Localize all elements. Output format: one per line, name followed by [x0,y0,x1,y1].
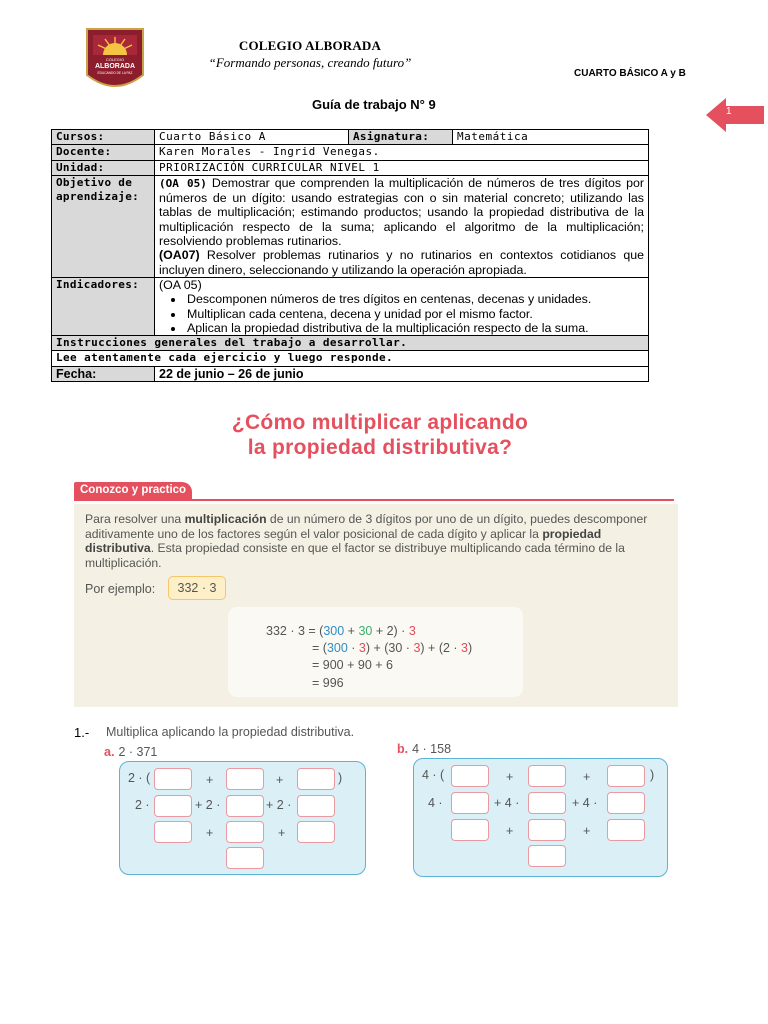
indicadores-value [155,277,649,335]
indicador-item: • Descomponen números de tres dígitos en centenas, decenas y unidades. [185,292,644,306]
answer-blank[interactable] [451,819,489,841]
plus-factor [195,798,220,812]
factor-label: 2 · [205,798,221,812]
calc-term: 2 [386,624,394,638]
asignatura-label: Asignatura: [349,130,453,145]
answer-blank[interactable] [226,795,264,817]
objetivo-label: Objetivo de aprendizaje: [52,175,155,277]
answer-blank[interactable] [154,821,192,843]
logo-caption-top: COLEGIO [105,57,125,62]
exercise-b-letter: b. [397,742,409,756]
explanation-part: de un número de 3 dígitos por uno de un dígito, puedes descomponer aditivamente uno de los factores según el valor posicional de cada dígito y aplicar la [85,512,648,541]
plus-sign: + [506,824,514,838]
page-number-arrow-icon [706,98,764,132]
explanation-part: Para resolver una [85,512,185,526]
objetivo-value [155,175,649,277]
calc-part: + [344,624,359,638]
section-badge: Conozco y practico [74,482,192,499]
factor-label: 2 · [276,798,292,812]
objetivo-code-oa05: (OA 05) [159,176,207,190]
answer-blank[interactable] [297,821,335,843]
answer-blank[interactable] [528,765,566,787]
exercise-a-prefix: 2 · ( [128,771,151,785]
answer-blank[interactable] [451,765,489,787]
plus-sign: + [195,798,203,812]
answer-blank[interactable] [226,847,264,869]
asignatura-value: Matemática [453,130,649,145]
answer-blank[interactable] [451,792,489,814]
cursos-label: Cursos: [52,130,155,145]
guide-title: Guía de trabajo N° 9 [312,97,436,112]
answer-blank[interactable] [297,768,335,790]
row-objetivo [52,175,649,277]
page-number: 1 [726,106,732,117]
answer-blank[interactable] [226,768,264,790]
calc-term: 3 [358,641,366,655]
row-cursos [52,130,649,145]
calc-term: 3 [408,624,416,638]
indicadores-code: (OA 05) [159,277,202,292]
plus-sign: + [276,773,284,787]
factor-label: 4 · [582,796,598,810]
answer-blank[interactable] [297,795,335,817]
exercise-a-letter: a. [104,745,115,759]
row-docente [52,145,649,160]
answer-blank[interactable] [607,792,645,814]
exercise-instruction: Multiplica aplicando la propiedad distributiva. [106,725,355,739]
calc-part: 332 · 3 = ( [266,624,324,638]
school-motto: “Formando personas, creando futuro” [208,55,412,70]
row-unidad [52,160,649,175]
indicadores-list [159,292,644,335]
cursos-value: Cuarto Básico A [155,130,349,145]
exercise-a-expression: 2 · 371 [118,745,158,759]
factor-label: 4 · [504,796,520,810]
indicador-item: • Multiplican cada centena, decena y unidad por el mismo factor. [185,307,644,321]
calc-term: 30 [358,624,373,638]
row-fecha [52,366,649,381]
answer-blank[interactable] [154,768,192,790]
calc-line-3: = 900 + 90 + 6 [312,658,393,672]
calc-part: ) + (2 · [420,641,462,655]
calc-part: ) · [393,624,409,638]
calc-term: 3 [413,641,421,655]
exercise-a-label [104,745,157,759]
row-instrucciones [52,336,649,351]
badge-underline [74,499,674,501]
docente-label: Docente: [52,145,155,160]
close-paren: ) [650,768,655,782]
plus-sign: + [278,826,286,840]
calc-term: 3 [461,641,468,655]
lee-text: Lee atentamente cada ejercicio y luego responde. [52,351,649,366]
calc-line-4: = 996 [312,676,344,690]
calc-term: 300 [323,624,345,638]
answer-blank[interactable] [154,795,192,817]
plus-sign: + [206,826,214,840]
calc-part: ) + (30 · [365,641,414,655]
school-logo [79,25,151,95]
factor-label: 4 · [428,796,443,810]
docente-value: Karen Morales - Ingrid Venegas. [155,145,649,160]
logo-name: ALBORADA [94,63,136,70]
book-title-line1: ¿Cómo multiplicar aplicando [231,411,529,434]
answer-blank[interactable] [607,765,645,787]
exercise-b-label [397,742,451,756]
fecha-value: 22 de junio – 26 de junio [155,366,649,381]
explanation-bold: multiplicación [184,512,267,526]
course-tag: CUARTO BÁSICO A y B [574,68,686,79]
factor-label: 2 · [135,798,150,812]
answer-blank[interactable] [607,819,645,841]
book-title [150,410,610,460]
exercise-b-prefix: 4 · ( [422,768,445,782]
answer-blank[interactable] [528,792,566,814]
unidad-value: PRIORIZACIÓN CURRICULAR NIVEL 1 [155,160,649,175]
objetivo-text-oa07: Resolver problemas rutinarios y no rutinarios en contextos cotidianos que incluyen dinero, seleccionando y utilizando la operación apropiada. [159,248,644,277]
row-lee [52,351,649,366]
answer-blank[interactable] [528,819,566,841]
school-name: COLEGIO ALBORADA [238,38,382,53]
calc-part: ) [468,641,473,655]
plus-sign: + [583,824,591,838]
plus-sign: + [494,796,502,810]
explanation-part: . Esta propiedad consiste en que el factor se distribuye multiplicando cada término de la multiplicación. [85,541,625,570]
indicador-item: • Aplican la propiedad distributiva de la multiplicación respecto de la suma. [185,321,644,335]
explanation-bold: propiedad distributiva [85,526,602,556]
calc-part: = ( [312,641,327,655]
plus-factor [572,796,597,810]
fecha-label: Fecha: [52,366,155,381]
answer-blank[interactable] [528,845,566,867]
calc-part: + [372,624,387,638]
plus-sign: + [206,773,214,787]
answer-blank[interactable] [226,821,264,843]
plus-sign: + [506,770,514,784]
objetivo-text-oa05: Demostrar que comprenden la multiplicación de números de tres dígitos por números de un dígito: usando estrategias con o sin material concreto; utilizando las tablas de multiplicación; estimando productos; usando la propiedad distributiva de la multiplicación respecto de la suma; aplicando el algoritmo de la multiplicación; resolviendo problemas rutinarios. [159,175,644,249]
plus-factor [494,796,519,810]
objetivo-code-oa07: (OA07) [159,248,200,263]
calc-part: · [347,641,359,655]
example-value: 332 · 3 [168,576,226,600]
school-heading [160,38,460,71]
explanation-text [85,512,665,570]
calc-line-1 [266,624,416,638]
info-table [51,129,649,382]
close-paren: ) [338,771,343,785]
unidad-label: Unidad: [52,160,155,175]
plus-sign: + [266,798,274,812]
calc-line-2 [312,641,472,655]
plus-sign: + [572,796,580,810]
instrucciones-text: Instrucciones generales del trabajo a desarrollar. [52,336,649,351]
book-title-line2: la propiedad distributiva? [247,436,513,459]
row-indicadores [52,277,649,335]
indicadores-label: Indicadores: [52,277,155,335]
exercise-number: 1.- [74,725,90,740]
logo-caption-bottom: EDUCANDO DE LA PAZ [97,71,133,75]
plus-factor [266,798,291,812]
example-label: Por ejemplo: [85,582,156,596]
calc-term: 300 [326,641,348,655]
exercise-b-expression: 4 · 158 [412,742,452,756]
plus-sign: + [583,770,591,784]
